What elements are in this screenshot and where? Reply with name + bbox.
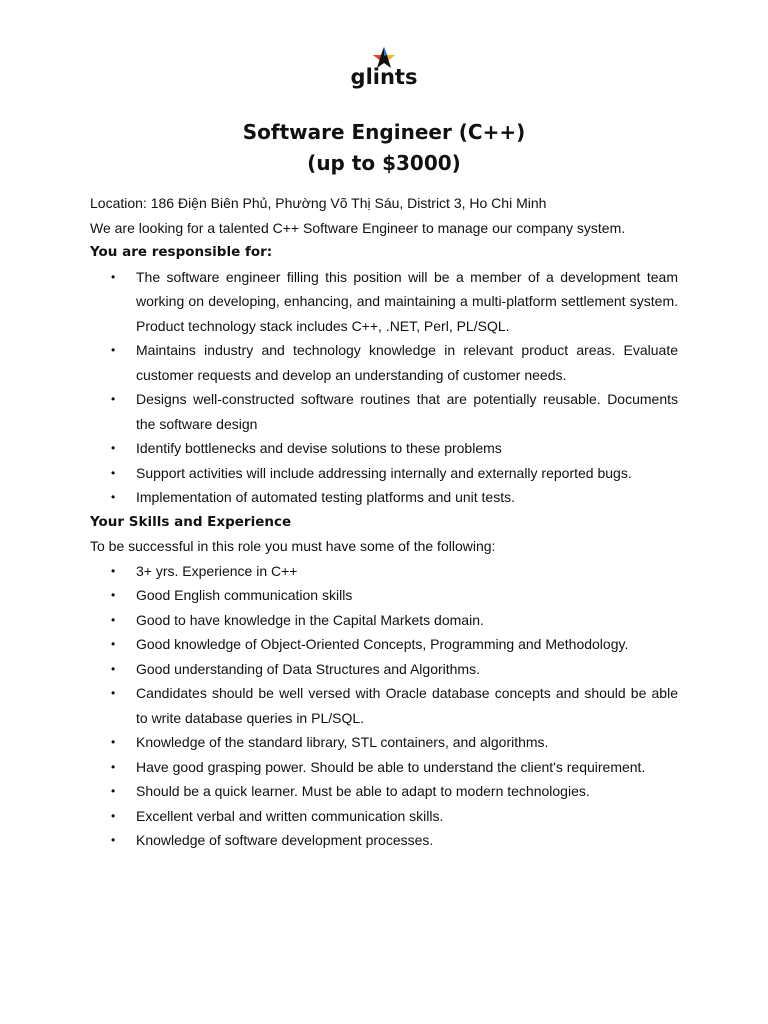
list-item-text: Good knowledge of Object-Oriented Concepts, Programming and Methodology. [136,636,629,652]
list-item-text: Implementation of automated testing platforms and unit tests. [136,489,515,505]
bullet-icon: • [111,563,116,578]
list-item [111,461,678,486]
bullet-icon: • [111,637,116,651]
brand-name: glints [350,65,418,89]
list-item-text: Support activities will include addressing internally and externally reported bugs. [136,464,632,481]
skills-intro: To be successful in this role you must have some of the following: [90,538,496,554]
list-item [111,657,678,682]
list-item-text: Good understanding of Data Structures and Algorithms. [136,660,480,677]
bullet-icon: • [111,784,116,798]
bullet-icon: • [111,661,116,676]
list-item [111,265,678,339]
list-item [111,387,678,436]
bullet-icon: • [111,465,116,480]
list-item [111,338,678,387]
bullet-icon: • [111,612,116,627]
bullet-icon: • [111,269,116,284]
bullet-icon: • [111,686,116,700]
bullet-icon: • [111,343,116,357]
list-item-text: Designs well-constructed software routines that are potentially reusable. Documents the software design [136,391,678,432]
responsibilities-heading: You are responsible for: [90,244,273,260]
list-item-text: Have good grasping power. Should be able to understand the client's requirement. [136,758,646,775]
list-item-text: Candidates should be well versed with Oracle database concepts and should be able to write database queries in PL/SQL. [136,685,678,726]
list-item [111,436,678,461]
list-item-text: Knowledge of the standard library, STL containers, and algorithms. [136,734,549,750]
job-title-line-2: (up to $3000) [307,151,461,175]
list-item-text: Knowledge of software development processes. [136,832,434,848]
list-item [111,632,678,657]
bullet-icon: • [111,735,116,749]
list-item [111,730,678,755]
bullet-icon: • [111,588,116,602]
glints-logo [0,46,768,94]
job-title [0,117,768,179]
list-item-text: 3+ yrs. Experience in C++ [136,562,298,579]
skills-list [90,559,678,853]
bullet-icon: • [111,833,116,847]
bullet-icon: • [111,490,116,504]
bullet-icon: • [111,759,116,774]
list-item-text: Excellent verbal and written communication skills. [136,807,444,824]
location-line: Location: 186 Điện Biên Phủ, Phường Võ Thị Sáu, District 3, Ho Chi Minh [90,195,547,211]
list-item-text: Should be a quick learner. Must be able to adapt to modern technologies. [136,783,590,799]
list-item [111,681,678,730]
list-item [111,485,678,510]
list-item [111,804,678,829]
skills-heading: Your Skills and Experience [90,513,292,530]
responsibilities-list [90,265,678,510]
job-description [90,191,678,853]
bullet-icon: • [111,392,116,406]
list-item [111,583,678,608]
bullet-icon: • [111,808,116,823]
job-title-line-1: Software Engineer (C++) [242,120,526,144]
list-item-text: The software engineer filling this position will be a member of a development team working on developing, enhancing, and maintaining a multi-platform settlement system. Product technology stack includes C++, .NET, Perl, PL/SQL. [136,268,678,334]
list-item [111,559,678,584]
bullet-icon: • [111,441,116,455]
list-item-text: Identify bottlenecks and devise solutions to these problems [136,440,502,456]
intro-line: We are looking for a talented C++ Software Engineer to manage our company system. [90,219,626,236]
list-item [111,755,678,780]
list-item-text: Good to have knowledge in the Capital Markets domain. [136,611,484,628]
list-item [111,779,678,804]
list-item-text: Maintains industry and technology knowledge in relevant product areas. Evaluate customer requests and develop an understanding of customer needs. [136,342,678,383]
list-item [111,828,678,853]
list-item [111,608,678,633]
list-item-text: Good English communication skills [136,587,353,603]
